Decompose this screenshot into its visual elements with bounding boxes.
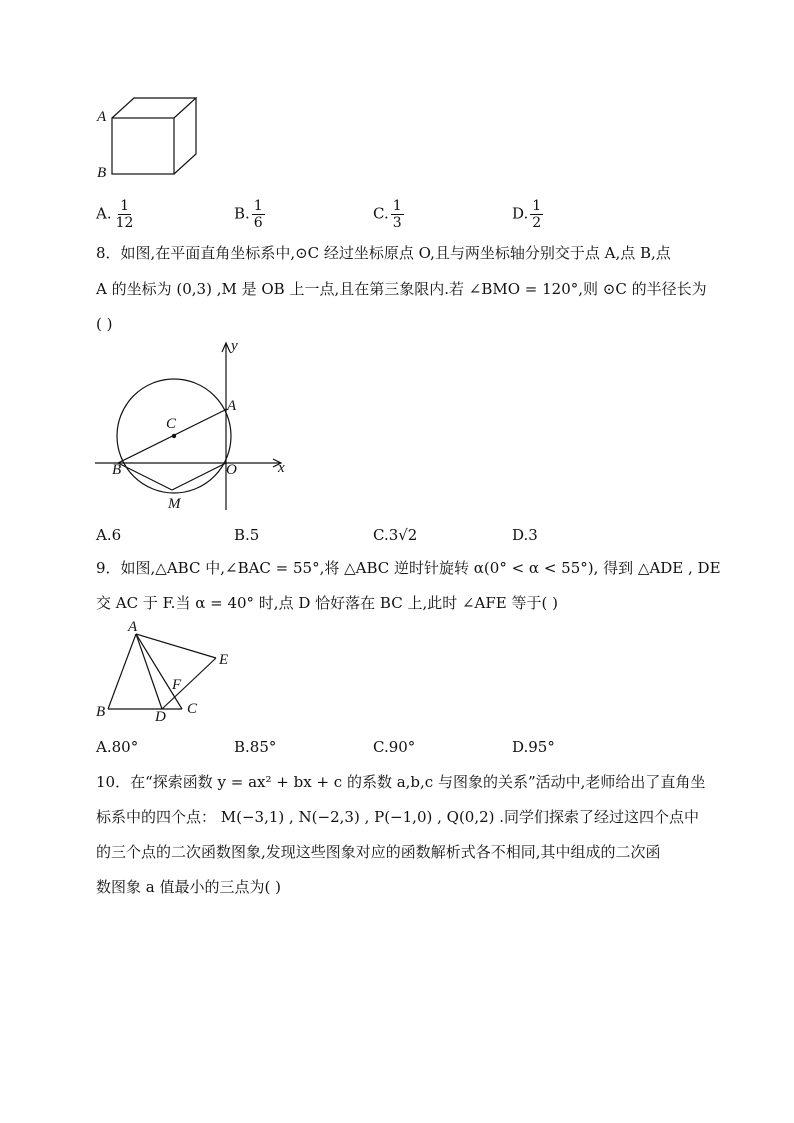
cube-label-b: B [97,165,107,181]
point-label-c: C [166,416,177,432]
q7-option-a[interactable] [96,198,135,231]
denominator: 2 [532,215,542,231]
numerator: 1 [532,198,542,214]
q8-option-a[interactable]: A.6 [96,526,122,544]
denominator: 12 [115,215,134,231]
q7-option-c[interactable] [373,198,404,231]
numerator: 1 [392,198,402,214]
numerator: 1 [120,198,129,214]
option-prefix: D. [512,204,529,223]
q7-option-b[interactable] [234,198,265,231]
circle-coordinate-figure [90,340,290,515]
point-label-m: M [168,496,181,512]
q8-option-b[interactable]: B.5 [234,526,260,544]
cube-label-a: A [97,109,107,125]
fraction [252,198,265,231]
q9-line-2: 交 AC 于 F.当 α = 40° 时,点 D 恰好落在 BC 上,此时 ∠AFE 等于( ) [96,594,558,612]
triangle-rotation-figure [100,620,230,720]
denominator: 6 [253,215,263,231]
q9-option-b[interactable]: B.85° [234,738,277,756]
point-label-c: C [187,701,198,717]
point-label-b: B [96,704,106,720]
cube-figure [110,96,200,176]
q10-line-2: 标系中的四个点： M(−3,1) , N(−2,3) , P(−1,0) , Q(0,2) .同学们探索了经过这四个点中 [96,808,700,826]
fraction [530,198,543,231]
q9-option-a[interactable]: A.80° [96,738,139,756]
option-prefix: C. [373,204,389,223]
numerator: 1 [253,198,263,214]
option-prefix: A. [96,204,112,223]
q9-option-d[interactable]: D.95° [512,738,555,756]
q7-option-d[interactable] [512,198,543,231]
q8-line-3: ( ) [96,315,113,333]
fraction [114,198,136,231]
q9-line-1: 9．如图,△ABC 中,∠BAC = 55°,将 △ABC 逆时针旋转 α(0° < α < 55°), 得到 △ADE , DE [96,559,721,577]
point-label-f: F [172,677,182,693]
option-prefix: B. [234,204,250,223]
q8-line-1: 8．如图,在平面直角坐标系中,⊙C 经过坐标原点 O,且与两坐标轴分别交于点 A,点 B,点 [96,244,671,262]
q10-line-4: 数图象 a 值最小的三点为( ) [96,878,281,896]
axis-label-y: y [231,338,238,354]
q8-line-2: A 的坐标为 (0,3) ,M 是 OB 上一点,且在第三象限内.若 ∠BMO = 120°,则 ⊙C 的半径长为 [96,280,707,298]
q9-option-c[interactable]: C.90° [373,738,416,756]
point-label-o: O [226,462,237,478]
q8-option-d[interactable]: D.3 [512,526,538,544]
point-label-b: B [112,462,122,478]
point-label-d: D [155,709,166,725]
point-label-e: E [219,652,229,668]
point-label-a: A [128,619,138,635]
q8-option-c[interactable]: C.3√2 [373,526,418,544]
fraction [391,198,404,231]
q10-line-1: 10．在“探索函数 y = ax² + bx + c 的系数 a,b,c 与图象的关系”活动中,老师给出了直角坐 [96,773,706,791]
point-label-a: A [227,398,237,414]
denominator: 3 [392,215,402,231]
axis-label-x: x [278,460,285,476]
q10-line-3: 的三个点的二次函数图象,发现这些图象对应的函数解析式各不相同,其中组成的二次函 [96,843,661,861]
